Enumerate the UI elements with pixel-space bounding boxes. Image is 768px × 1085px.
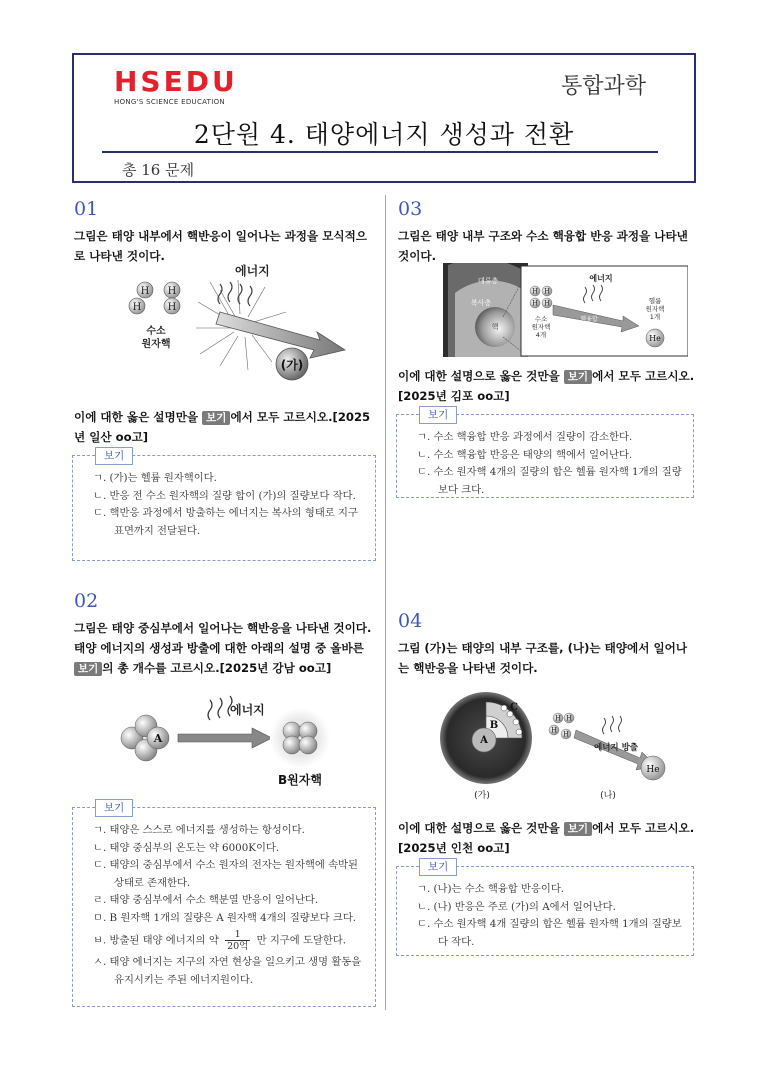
choice-item: ㄷ. 핵반응 과정에서 방출하는 에너지는 복사의 형태로 지구 표면까지 전달된다. <box>93 507 358 537</box>
q02-bogi-box <box>72 802 376 1007</box>
choice-item: ㄱ. 수소 핵융합 반응 과정에서 질량이 감소한다. <box>417 431 633 443</box>
bogi-tag: 보기 <box>74 662 102 676</box>
q03-figure <box>443 263 688 359</box>
q03-ask <box>398 366 698 406</box>
bogi-tag: 보기 <box>202 411 230 425</box>
q04-bogi-box <box>396 861 694 956</box>
svg-text:수소: 수소 <box>534 315 548 323</box>
question-number: 01 <box>74 198 99 220</box>
question-number: 02 <box>74 590 99 612</box>
choice-item: ㄱ. (나)는 수소 핵융합 반응이다. <box>417 883 565 895</box>
energy-release-label: 에너지 방출 <box>593 743 639 753</box>
h-label: H <box>140 286 150 297</box>
q01-figure <box>120 262 360 387</box>
ask-text: 에서 모두 고르시오.[2025년 인천 oo고] <box>398 821 695 855</box>
choice-item: ㄱ. (가)는 헬륨 원자핵이다. <box>93 472 217 484</box>
hydrogen-label-1: 수소 <box>146 326 166 337</box>
choice-item-fraction: ㅂ. 방출된 태양 에너지의 약 1 20억 만 지구에 도달한다. <box>93 929 347 952</box>
question-number: 03 <box>398 198 423 220</box>
title-rule <box>102 151 658 153</box>
question-01 <box>74 198 374 266</box>
ask-text: 에서 모두 고르시오.[2025년 김포 oo고] <box>398 369 695 403</box>
ask-text: 이에 대한 옳은 설명만을 <box>74 410 203 424</box>
question-02 <box>74 590 376 678</box>
logo-subtitle: HONG'S SCIENCE EDUCATION <box>114 98 225 106</box>
question-text-part: 그림은 태양 중심부에서 일어나는 핵반응을 나타낸 것이다. 태양 에너지의 생성과 방출에 대한 아래의 설명 중 올바른 <box>74 621 372 655</box>
h-label: H <box>167 302 177 313</box>
svg-text:He: He <box>649 334 661 343</box>
choice-item: ㄹ. 태양 중심부에서 수소 핵분열 반응이 일어난다. <box>93 894 319 906</box>
reaction-arrow <box>178 728 272 748</box>
svg-text:H: H <box>543 299 551 308</box>
column-divider <box>385 195 386 1010</box>
question-03 <box>398 198 698 266</box>
q01-ask <box>74 407 374 447</box>
question-text <box>74 618 376 678</box>
radiation-label: 복사층 <box>470 299 492 307</box>
a-label: A <box>153 732 163 745</box>
q01-bogi-box <box>72 450 376 561</box>
question-text: 그림은 태양 내부에서 핵반응이 일어나는 과정을 모식적으로 나타낸 것이다. <box>74 229 368 263</box>
label-c: C <box>510 702 518 713</box>
core-label: 핵 <box>491 323 499 331</box>
energy-label: 에너지 <box>230 703 265 717</box>
fraction-denominator: 20억 <box>227 941 249 952</box>
logo-mark: HSEDU <box>114 65 238 98</box>
page-title: 2단원 4. 태양에너지 생성과 전환 <box>193 120 575 149</box>
choice-item: ㄱ. 태양은 스스로 에너지를 생성하는 항성이다. <box>93 824 305 836</box>
ga-label: (가) <box>474 791 490 801</box>
question-04 <box>398 610 698 678</box>
h-label: H <box>132 302 142 313</box>
label-a: A <box>480 735 488 746</box>
energy-label: 에너지 <box>589 274 613 283</box>
svg-text:원자핵: 원자핵 <box>645 305 665 313</box>
choice-item: ㄴ. 태양 중심부의 온도는 약 6000K이다. <box>93 841 280 854</box>
svg-text:He: He <box>646 765 660 775</box>
svg-text:H: H <box>554 714 562 723</box>
q04-ask <box>398 818 698 858</box>
svg-text:H: H <box>562 730 570 739</box>
h-label: H <box>167 286 177 297</box>
question-text: 그림 (가)는 태양의 내부 구조를, (나)는 태양에서 일어나는 핵반응을 나타낸 것이다. <box>398 641 688 675</box>
question-number: 04 <box>398 610 423 632</box>
svg-text:헬륨: 헬륨 <box>648 297 662 305</box>
choice-item: ㅁ. B 원자핵 1개의 질량은 A 원자핵 4개의 질량보다 크다. <box>93 911 357 924</box>
svg-text:H: H <box>543 287 551 296</box>
bogi-tag: 보기 <box>564 370 592 384</box>
svg-text:H: H <box>531 299 539 308</box>
ga-label: (가) <box>280 358 304 372</box>
fusion-label: 핵융합 <box>580 316 598 323</box>
b-nucleus-halo <box>270 708 330 768</box>
svg-text:1개: 1개 <box>649 313 661 321</box>
fraction-numerator: 1 <box>225 929 250 941</box>
convection-label: 대류층 <box>477 277 499 285</box>
q02-figure <box>112 676 352 792</box>
choice-item: ㄷ. 수소 원자핵 4개 질량의 합은 헬륨 원자핵 1개의 질량보다 작다. <box>417 918 682 948</box>
choice-item: ㅅ. 태양 에너지는 지구의 자연 현상을 일으키고 생명 활동을 유지시키는 주된 에너지원이다. <box>93 956 362 986</box>
q04-figure <box>426 690 696 802</box>
ask-text: 이에 대한 설명으로 옳은 것만을 <box>398 369 564 383</box>
energy-label: 에너지 <box>235 264 270 278</box>
na-label: (나) <box>600 791 616 801</box>
hydrogen-label-2: 원자핵 <box>141 339 171 350</box>
bogi-label: 보기 <box>419 406 457 424</box>
choice-item: ㄷ. 태양의 중심부에서 수소 원자의 전자는 원자핵에 속박된 상태로 존재한다. <box>93 859 358 889</box>
ask-text: 에서 모두 고르시오.[2025년 일산 oo고] <box>74 410 371 444</box>
bogi-tag: 보기 <box>564 822 592 836</box>
b-nucleus-label: B원자핵 <box>278 773 322 787</box>
label-b: B <box>489 720 499 731</box>
hsedu-logo <box>114 67 238 106</box>
bogi-label: 보기 <box>95 799 133 817</box>
subject-label: 통합과학 <box>560 74 646 99</box>
ask-text: 이에 대한 설명으로 옳은 것만을 <box>398 821 564 835</box>
question-count: 총 16 문제 <box>122 161 195 179</box>
svg-text:H: H <box>531 287 539 296</box>
bogi-label: 보기 <box>419 858 457 876</box>
question-text: 그림은 태양 내부 구조와 수소 핵융합 반응 과정을 나타낸 것이다. <box>398 229 688 263</box>
page-header <box>72 53 696 183</box>
choice-item: ㄷ. 수소 원자핵 4개의 질량의 합은 헬륨 원자핵 1개의 질량보다 크다. <box>417 466 682 496</box>
q03-bogi-box <box>396 409 694 498</box>
choice-item: ㄴ. (나) 반응은 주로 (가)의 A에서 일어난다. <box>417 900 616 913</box>
fraction <box>225 929 250 952</box>
question-text-part: 의 총 개수를 고르시오.[2025년 강남 oo고] <box>102 661 332 675</box>
svg-text:H: H <box>550 726 558 735</box>
svg-text:4개: 4개 <box>535 331 547 339</box>
choice-item: ㄴ. 반응 전 수소 원자핵의 질량 합이 (가)의 질량보다 작다. <box>93 489 356 502</box>
choice-item: ㄴ. 수소 핵융합 반응은 태양의 핵에서 일어난다. <box>417 448 633 461</box>
svg-text:원자핵: 원자핵 <box>531 323 551 331</box>
svg-text:H: H <box>565 714 573 723</box>
bogi-label: 보기 <box>95 447 133 465</box>
